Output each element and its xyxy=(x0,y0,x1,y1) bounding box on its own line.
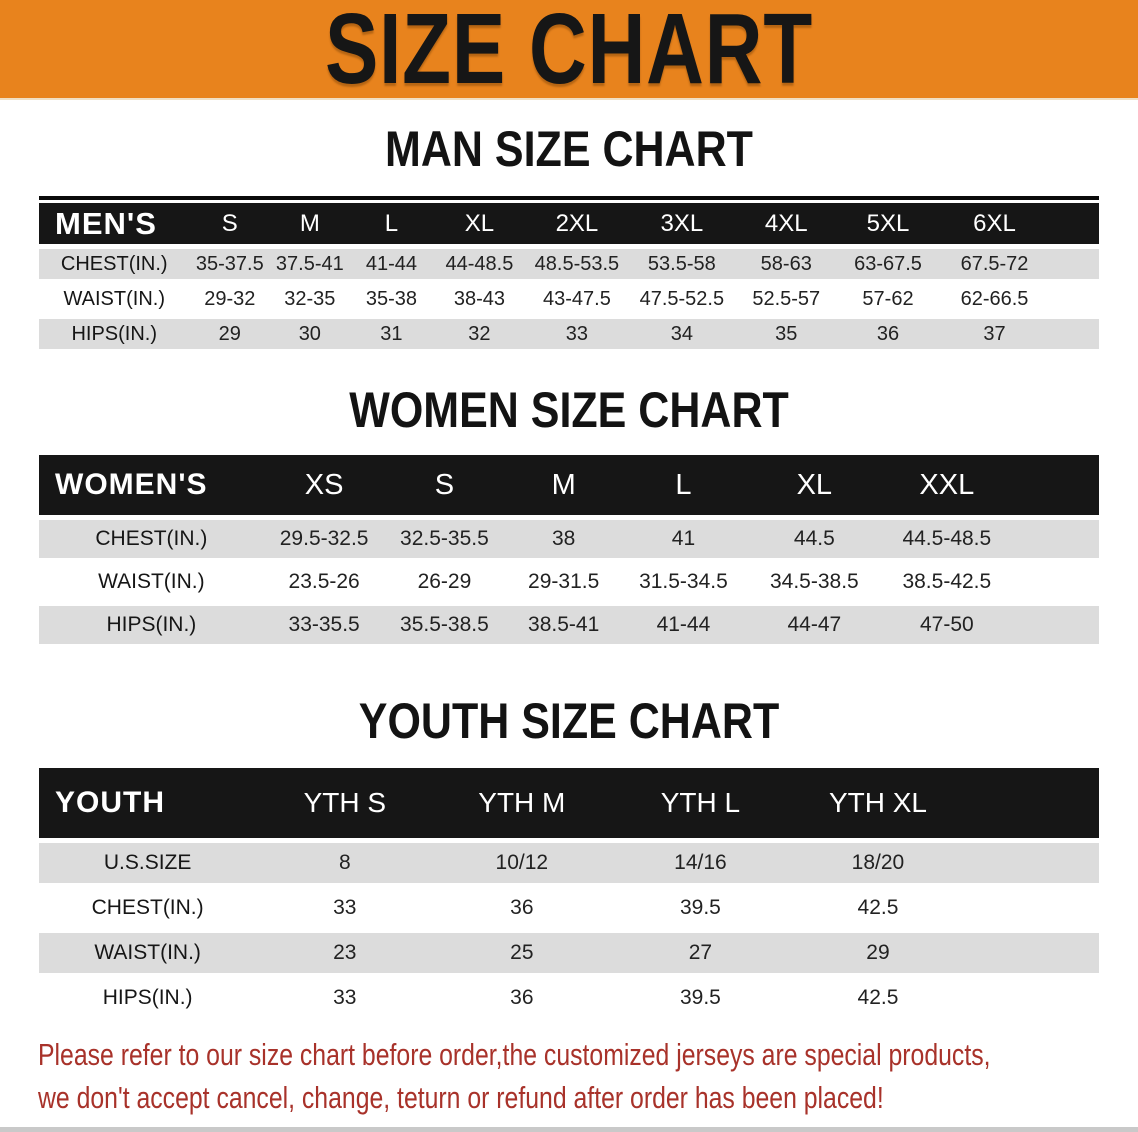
mens-header-row xyxy=(39,200,1099,244)
filler-cell xyxy=(965,928,1099,973)
row-label: HIPS(IN.) xyxy=(39,973,256,1018)
table-corner-label: WOMEN'S xyxy=(39,455,264,515)
size-column-header: XL xyxy=(433,200,525,244)
table-corner-label: MEN'S xyxy=(39,200,190,244)
cell-value: 33 xyxy=(256,883,433,928)
size-column-header: M xyxy=(504,455,623,515)
cell-value: 41-44 xyxy=(350,244,434,279)
cell-value: 42.5 xyxy=(791,883,966,928)
filler-cell xyxy=(1009,601,1099,644)
cell-value: 34 xyxy=(628,314,735,349)
table-row xyxy=(39,838,1099,883)
disclaimer-line-1: Please refer to our size chart before order,the customized jerseys are special products, xyxy=(38,1037,991,1072)
cell-value: 53.5-58 xyxy=(628,244,735,279)
cell-value: 44-47 xyxy=(744,601,885,644)
cell-value: 38-43 xyxy=(433,279,525,314)
row-label: WAIST(IN.) xyxy=(39,928,256,973)
cell-value: 35-37.5 xyxy=(190,244,271,279)
table-row xyxy=(39,244,1099,279)
cell-value: 44.5-48.5 xyxy=(885,515,1009,558)
filler-cell xyxy=(965,838,1099,883)
size-column-header: XS xyxy=(264,455,385,515)
cell-value: 33-35.5 xyxy=(264,601,385,644)
cell-value: 58-63 xyxy=(735,244,837,279)
size-column-header: 3XL xyxy=(628,200,735,244)
filler-header xyxy=(965,768,1099,838)
cell-value: 26-29 xyxy=(385,558,505,601)
row-label: HIPS(IN.) xyxy=(39,314,190,349)
cell-value: 63-67.5 xyxy=(837,244,939,279)
womens-header-row xyxy=(39,455,1099,515)
row-label: CHEST(IN.) xyxy=(39,883,256,928)
cell-value: 33 xyxy=(526,314,629,349)
cell-value: 42.5 xyxy=(791,973,966,1018)
cell-value: 34.5-38.5 xyxy=(744,558,885,601)
size-column-header: L xyxy=(350,200,434,244)
cell-value: 8 xyxy=(256,838,433,883)
cell-value: 35-38 xyxy=(350,279,434,314)
size-column-header: L xyxy=(623,455,744,515)
cell-value: 47-50 xyxy=(885,601,1009,644)
filler-cell xyxy=(1050,279,1099,314)
size-column-header: XL xyxy=(744,455,885,515)
bottom-edge-strip xyxy=(0,1127,1138,1132)
banner-title: SIZE CHART xyxy=(325,0,813,105)
row-label: U.S.SIZE xyxy=(39,838,256,883)
row-label: WAIST(IN.) xyxy=(39,279,190,314)
cell-value: 67.5-72 xyxy=(939,244,1050,279)
youth-section-title: YOUTH SIZE CHART xyxy=(358,693,780,749)
cell-value: 31 xyxy=(350,314,434,349)
cell-value: 38.5-41 xyxy=(504,601,623,644)
size-column-header: YTH XL xyxy=(791,768,966,838)
size-column-header: YTH M xyxy=(433,768,610,838)
filler-cell xyxy=(965,973,1099,1018)
table-row xyxy=(39,279,1099,314)
table-row xyxy=(39,558,1099,601)
cell-value: 38 xyxy=(504,515,623,558)
cell-value: 48.5-53.5 xyxy=(526,244,629,279)
filler-cell xyxy=(1009,558,1099,601)
cell-value: 23 xyxy=(256,928,433,973)
table-row xyxy=(39,314,1099,349)
filler-cell xyxy=(1050,314,1099,349)
cell-value: 37.5-41 xyxy=(270,244,350,279)
cell-value: 27 xyxy=(610,928,790,973)
cell-value: 52.5-57 xyxy=(735,279,837,314)
cell-value: 36 xyxy=(433,883,610,928)
cell-value: 18/20 xyxy=(791,838,966,883)
table-row xyxy=(39,928,1099,973)
cell-value: 32-35 xyxy=(270,279,350,314)
filler-header xyxy=(1050,200,1099,244)
size-column-header: 4XL xyxy=(735,200,837,244)
filler-cell xyxy=(1050,244,1099,279)
row-label: CHEST(IN.) xyxy=(39,244,190,279)
cell-value: 32.5-35.5 xyxy=(385,515,505,558)
size-column-header: 2XL xyxy=(526,200,629,244)
filler-header xyxy=(1009,455,1099,515)
cell-value: 23.5-26 xyxy=(264,558,385,601)
cell-value: 41 xyxy=(623,515,744,558)
cell-value: 47.5-52.5 xyxy=(628,279,735,314)
cell-value: 41-44 xyxy=(623,601,744,644)
women-section-title: WOMEN SIZE CHART xyxy=(349,382,789,438)
size-column-header: S xyxy=(190,200,271,244)
cell-value: 29 xyxy=(190,314,271,349)
cell-value: 10/12 xyxy=(433,838,610,883)
cell-value: 25 xyxy=(433,928,610,973)
row-label: WAIST(IN.) xyxy=(39,558,264,601)
cell-value: 30 xyxy=(270,314,350,349)
cell-value: 29-31.5 xyxy=(504,558,623,601)
disclaimer xyxy=(0,1033,1138,1119)
mens-size-table xyxy=(39,196,1099,349)
youth-size-section xyxy=(0,693,1138,1018)
cell-value: 32 xyxy=(433,314,525,349)
cell-value: 35 xyxy=(735,314,837,349)
womens-size-table xyxy=(39,455,1099,644)
cell-value: 62-66.5 xyxy=(939,279,1050,314)
table-row xyxy=(39,973,1099,1018)
size-column-header: M xyxy=(270,200,350,244)
cell-value: 38.5-42.5 xyxy=(885,558,1009,601)
cell-value: 29-32 xyxy=(190,279,271,314)
size-column-header: S xyxy=(385,455,505,515)
women-size-section xyxy=(0,382,1138,644)
man-size-section xyxy=(0,121,1138,349)
cell-value: 39.5 xyxy=(610,973,790,1018)
filler-cell xyxy=(965,883,1099,928)
cell-value: 14/16 xyxy=(610,838,790,883)
cell-value: 39.5 xyxy=(610,883,790,928)
cell-value: 44-48.5 xyxy=(433,244,525,279)
cell-value: 31.5-34.5 xyxy=(623,558,744,601)
cell-value: 33 xyxy=(256,973,433,1018)
row-label: HIPS(IN.) xyxy=(39,601,264,644)
cell-value: 36 xyxy=(433,973,610,1018)
cell-value: 29 xyxy=(791,928,966,973)
cell-value: 44.5 xyxy=(744,515,885,558)
row-label: CHEST(IN.) xyxy=(39,515,264,558)
cell-value: 57-62 xyxy=(837,279,939,314)
filler-cell xyxy=(1009,515,1099,558)
youth-header-row xyxy=(39,768,1099,838)
size-column-header: YTH L xyxy=(610,768,790,838)
cell-value: 37 xyxy=(939,314,1050,349)
size-column-header: 6XL xyxy=(939,200,1050,244)
size-chart-banner xyxy=(0,0,1138,105)
table-corner-label: YOUTH xyxy=(39,768,256,838)
table-row xyxy=(39,515,1099,558)
disclaimer-line-2: we don't accept cancel, change, teturn or refund after order has been placed! xyxy=(38,1080,884,1115)
cell-value: 29.5-32.5 xyxy=(264,515,385,558)
cell-value: 43-47.5 xyxy=(526,279,629,314)
size-column-header: XXL xyxy=(885,455,1009,515)
cell-value: 35.5-38.5 xyxy=(385,601,505,644)
table-row xyxy=(39,883,1099,928)
table-row xyxy=(39,601,1099,644)
size-column-header: YTH S xyxy=(256,768,433,838)
cell-value: 36 xyxy=(837,314,939,349)
youth-size-table xyxy=(39,768,1099,1018)
size-column-header: 5XL xyxy=(837,200,939,244)
man-section-title: MAN SIZE CHART xyxy=(385,121,753,177)
